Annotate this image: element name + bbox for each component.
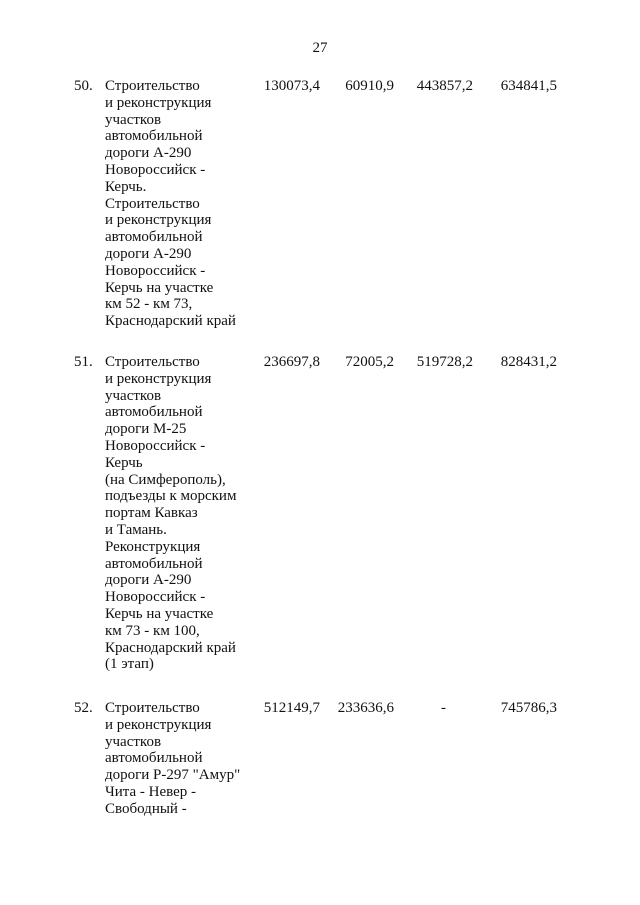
project-name-line: Новороссийск - bbox=[105, 262, 206, 279]
project-name-line: Краснодарский край bbox=[105, 313, 236, 330]
project-name-line: Новороссийск - bbox=[105, 437, 206, 454]
project-name-line: дороги А-290 bbox=[105, 245, 192, 262]
value-cell: 519728,2 bbox=[416, 354, 473, 370]
project-name-line: Новороссийск - bbox=[105, 589, 206, 606]
project-name-line: автомобильной bbox=[105, 229, 203, 246]
project-name-line: Керчь на участке bbox=[105, 279, 214, 296]
project-name-line: Новороссийск - bbox=[105, 161, 206, 178]
project-name-line: Строительство bbox=[105, 78, 200, 94]
project-name-line: участков bbox=[105, 387, 162, 404]
value-cell: 233636,6 bbox=[337, 700, 394, 716]
project-name-line: Керчь. bbox=[105, 178, 147, 195]
value-cell: 72005,2 bbox=[345, 354, 394, 370]
project-name-line: Реконструкция bbox=[105, 538, 201, 555]
project-name-line: (1 этап) bbox=[105, 656, 154, 673]
row-number: 50. bbox=[74, 78, 93, 94]
row-number: 52. bbox=[74, 700, 93, 716]
value-cell: 512149,7 bbox=[263, 700, 320, 716]
project-name-line: Строительство bbox=[105, 354, 200, 370]
value-cell: 236697,8 bbox=[263, 354, 320, 370]
project-name-line: автомобильной bbox=[105, 128, 203, 145]
project-name bbox=[105, 354, 255, 673]
value-cell: - bbox=[441, 700, 446, 716]
project-name-line: дороги Р-297 "Амур" bbox=[105, 767, 241, 784]
project-name-line: км 52 - км 73, bbox=[105, 296, 193, 313]
project-name-line: дороги А-290 bbox=[105, 145, 192, 162]
value-cell: 60910,9 bbox=[345, 78, 394, 94]
project-name-line: Керчь bbox=[105, 454, 143, 471]
project-name-line: автомобильной bbox=[105, 750, 203, 767]
project-name-line: и реконструкция bbox=[105, 370, 212, 387]
value-cell: 828431,2 bbox=[500, 354, 557, 370]
project-name-line: участков bbox=[105, 733, 162, 750]
project-name-line: автомобильной bbox=[105, 555, 203, 572]
project-name-line: и Тамань. bbox=[105, 521, 167, 538]
project-name-line: автомобильной bbox=[105, 404, 203, 421]
value-cell: 443857,2 bbox=[416, 78, 473, 94]
project-name-line: Свободный - bbox=[105, 800, 187, 817]
value-cell: 130073,4 bbox=[263, 78, 320, 94]
project-name-line: Чита - Невер - bbox=[105, 783, 197, 800]
value-cell: 634841,5 bbox=[500, 78, 557, 94]
project-name-line: км 73 - км 100, bbox=[105, 622, 200, 639]
project-name-line: подъезды к морским bbox=[105, 488, 237, 505]
project-name-line: портам Кавказ bbox=[105, 505, 198, 522]
project-name-line: Керчь на участке bbox=[105, 605, 214, 622]
project-name-line: и реконструкция bbox=[105, 94, 212, 111]
project-name-line: Строительство bbox=[105, 195, 200, 212]
project-name-line: и реконструкция bbox=[105, 212, 212, 229]
project-name-line: дороги М-25 bbox=[105, 421, 187, 438]
value-cell: 745786,3 bbox=[500, 700, 557, 716]
row-number: 51. bbox=[74, 354, 93, 370]
project-name-line: (на Симферополь), bbox=[105, 471, 226, 488]
project-name bbox=[105, 78, 255, 330]
project-name-line: Краснодарский край bbox=[105, 639, 236, 656]
project-name-line: дороги А-290 bbox=[105, 572, 192, 589]
project-name-line: участков bbox=[105, 111, 162, 128]
project-name-line: и реконструкция bbox=[105, 716, 212, 733]
project-name-line: Строительство bbox=[105, 700, 200, 716]
page-number: 27 bbox=[312, 40, 328, 56]
project-name bbox=[105, 700, 255, 818]
